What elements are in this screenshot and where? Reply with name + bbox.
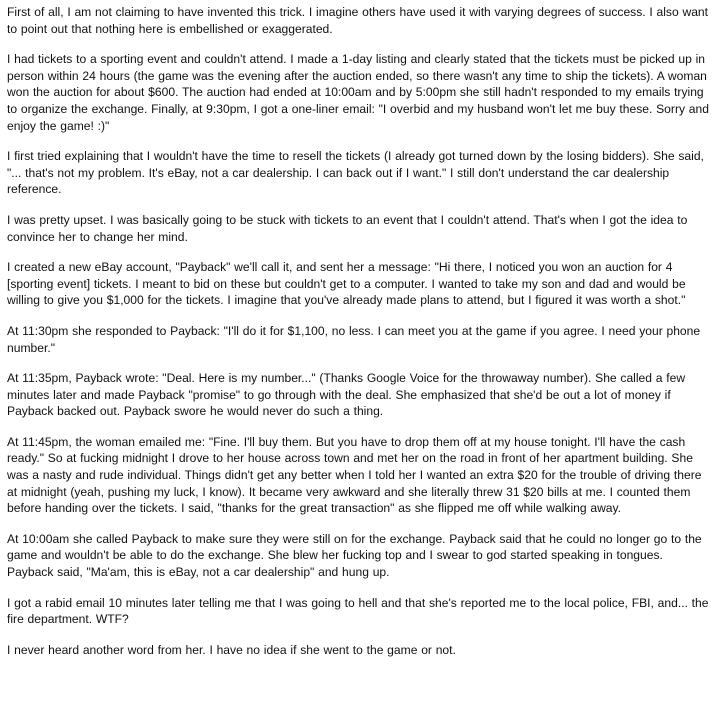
paragraph-1130pm: At 11:30pm she responded to Payback: "I'll do it for $1,100, no less. I can meet you at the game if you agree. I need your phone number."	[7, 323, 701, 355]
paragraph-1145pm: At 11:45pm, the woman emailed me: "Fine. I'll buy them. But you have to drop them off at my house tonight. I'll have the cash ready." So at fucking midnight I drove to her house across town and met her on the road in front of her apartment building. She was a nasty and rude individual. Things didn't get any better when I told her I wanted an extra $20 for the trouble of driving there at midnight (yeah, pushing my luck, I know). It became very awkward and she literally threw 31 $20 bills at me. I counted them before handing over the tickets. I said, "thanks for the great transaction" as she flipped me off while walking away.	[7, 434, 702, 516]
paragraph-payback-account: I created a new eBay account, "Payback" we'll call it, and sent her a message: "Hi there, I noticed you won an auction for 4 [sporting event] tickets. I meant to bid on these but couldn't get to a computer. I wanted to take my son and dad and would be willing to give you $1,000 for the tickets. I imagine that you've already made plans to attend, but I figured it was worth a shot."	[7, 260, 686, 308]
paragraph-1000am: At 10:00am she called Payback to make sure they were still on for the exchange. Payback said that he could no longer go to the game and wouldn't be able to do the exchange. She blew her fucking top and I swear to god started speaking in tongues. Payback said, "Ma'am, this is eBay, not a car dealership" and hung up.	[7, 531, 702, 580]
paragraph-rabid-email: I got a rabid email 10 minutes later telling me that I was going to hell and that she's reported me to the local police, FBI, and... the fire department. WTF?	[7, 595, 709, 627]
paragraph-upset: I was pretty upset. I was basically going to be stuck with tickets to an event that I couldn't attend. That's when I got the idea to convince her to change her mind.	[7, 212, 688, 244]
paragraph-ending: I never heard another word from her. I have no idea if she went to the game or not.	[7, 642, 456, 657]
paragraph-first-try: I first tried explaining that I wouldn't have the time to resell the tickets (I already got turned down by the losing bidders). She said, "... that's not my problem. It's eBay, not a car dealership. I can back out if I want." I still don't understand the car dealership reference.	[7, 149, 704, 197]
paragraph-intro: First of all, I am not claiming to have invented this trick. I imagine others have used it with varying degrees of success. I also want to point out that nothing here is embellished or exaggerated.	[7, 5, 709, 36]
paragraph-1135pm: At 11:35pm, Payback wrote: "Deal. Here is my number..." (Thanks Google Voice for the throwaway number). She called a few minutes later and made Payback "promise" to go through with the deal. She emphasized that she'd be out a lot of money if Payback backed out. Payback swore he would never do such a thing.	[7, 371, 686, 419]
paragraph-tickets: I had tickets to a sporting event and couldn't attend. I made a 1-day listing and clearly stated that the tickets must be picked up in person within 24 hours (the game was the evening after the auction ended, so there wasn't any time to ship the tickets). A woman won the auction for about $600. The auction had ended at 10:00am and by 5:00pm she still hadn't responded to my emails trying to organize the exchange. Finally, at 9:30pm, I got a one-liner email: "I overbid and my husband won't let me buy these. Sorry and enjoy the game! :)"	[7, 52, 709, 133]
story-document	[7, 4, 711, 672]
